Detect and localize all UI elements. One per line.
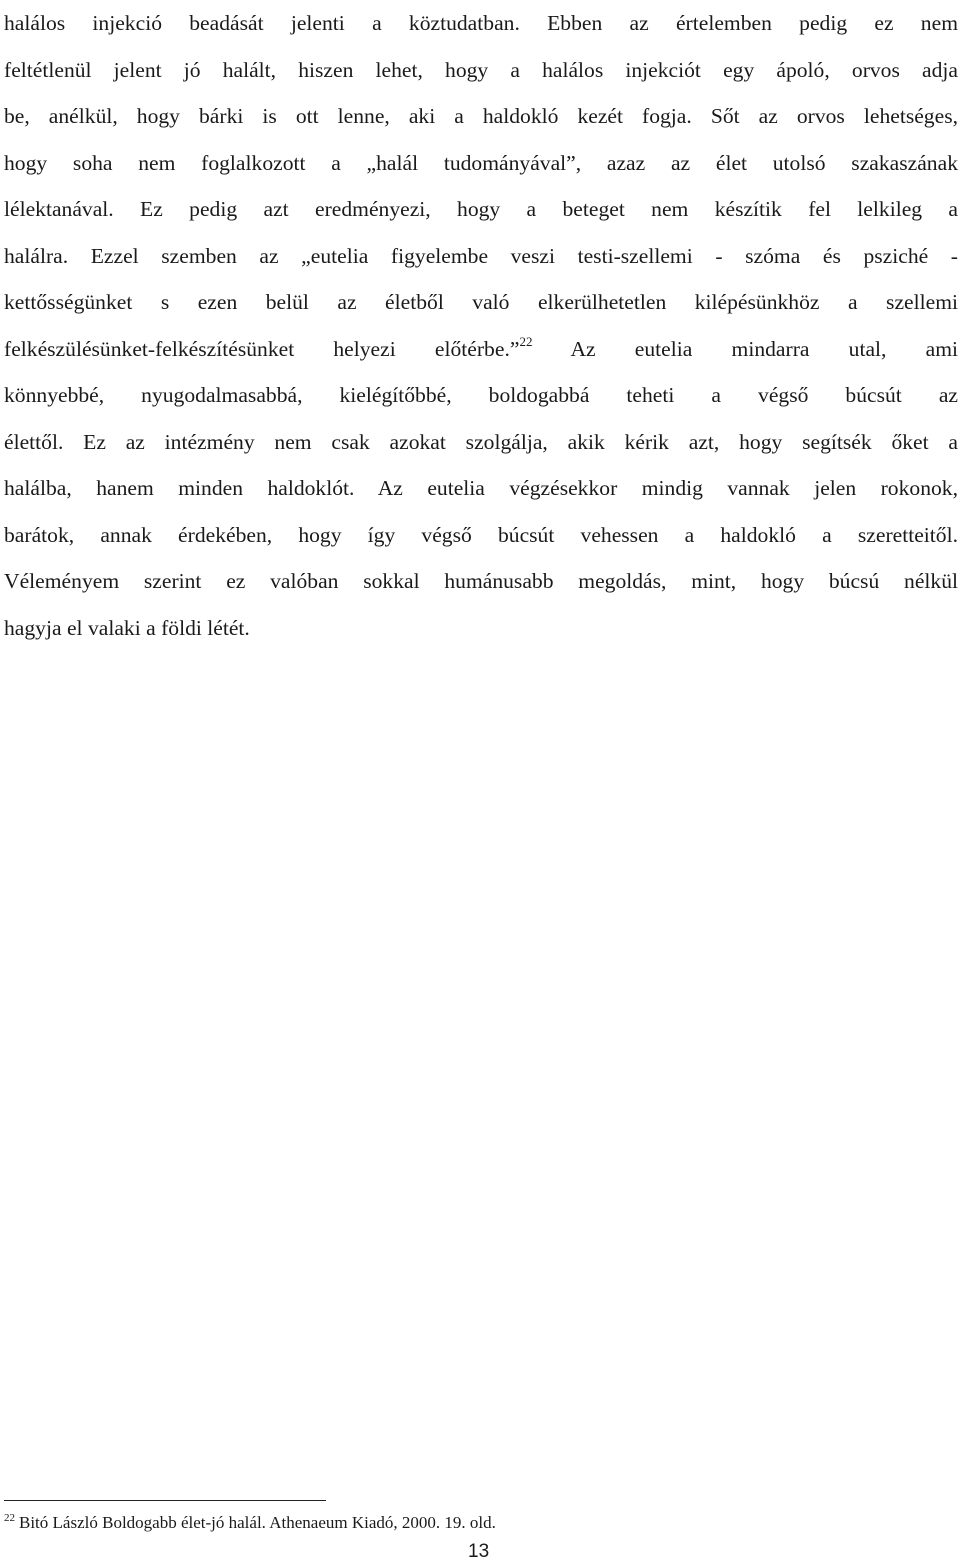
text-line: élettől. Ez az intézmény nem csak azokat szolgálja, akik kérik azt, hogy segítsék őket a — [4, 429, 958, 454]
text-line: lélektanával. Ez pedig azt eredményezi, hogy a beteget nem készítik fel lelkileg a — [4, 197, 958, 221]
text-line: hagyja el valaki a földi létét. — [4, 615, 250, 640]
text-line: kettősségünket s ezen belül az életből való elkerülhetetlen kilépésünkhöz a szellemi — [4, 290, 958, 314]
text-line: halálos injekció beadását jelenti a köztudatban. Ebben az értelemben pedig ez nem — [4, 11, 958, 35]
text-line-with-footnote — [4, 326, 958, 373]
text-segment: Az eutelia mindarra utal, ami — [570, 336, 958, 361]
footnote-reference[interactable]: 22 — [519, 333, 533, 349]
text-segment: felkészülésünket-felkészítésünket helyezi előtérbe.” — [4, 336, 520, 361]
text-line: Véleményem szerint ez valóban sokkal humánusabb megoldás, mint, hogy búcsú nélkül — [4, 569, 958, 593]
text-line: barátok, annak érdekében, hogy így végső búcsút vehessen a haldokló a szeretteitől. — [4, 522, 958, 547]
text-line: könnyebbé, nyugodalmasabbá, kielégítőbbé, boldogabbá teheti a végső búcsút az — [4, 383, 958, 407]
footnote-number: 22 — [4, 1512, 15, 1524]
text-line: feltétlenül jelent jó halált, hiszen lehet, hogy a halálos injekciót egy ápoló, orvos adja — [4, 57, 958, 82]
page-number: 13 — [468, 1541, 490, 1562]
text-line: be, anélkül, hogy bárki is ott lenne, aki a haldokló kezét fogja. Sőt az orvos lehetséges, — [4, 104, 958, 128]
footnote — [4, 1511, 904, 1535]
body-paragraph — [4, 0, 958, 651]
text-line: halálra. Ezzel szemben az „eutelia figyelembe veszi testi-szellemi - szóma és psziché - — [4, 243, 958, 268]
footnote-separator — [4, 1500, 326, 1501]
text-line: halálba, hanem minden haldoklót. Az eutelia végzésekkor mindig vannak jelen rokonok, — [4, 476, 958, 500]
footnote-text: Bitó László Boldogabb élet-jó halál. Athenaeum Kiadó, 2000. 19. old. — [19, 1513, 496, 1532]
text-line: hogy soha nem foglalkozott a „halál tudományával”, azaz az élet utolsó szakaszának — [4, 150, 958, 175]
